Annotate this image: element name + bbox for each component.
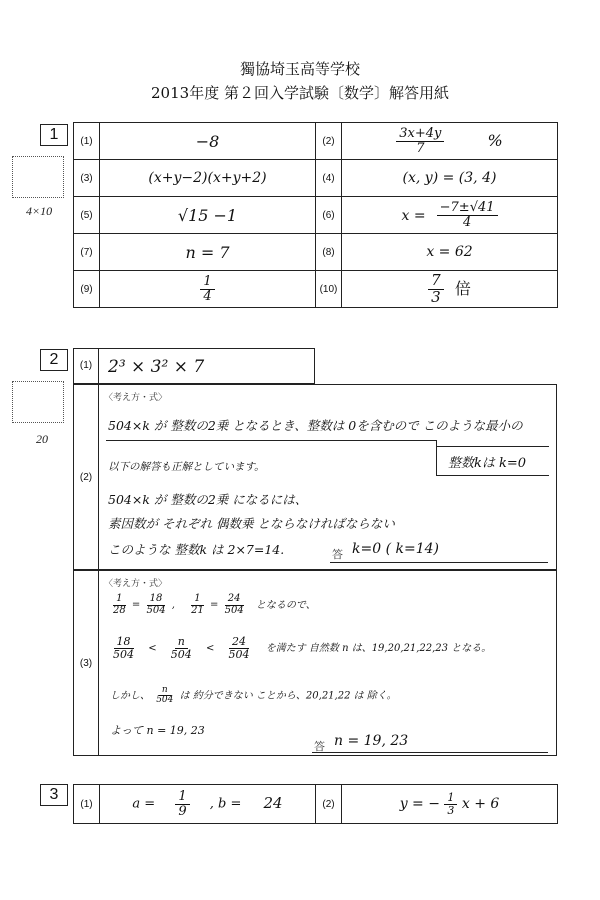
fraction: $\frac{1}{28}$: [113, 593, 126, 616]
q1-1-label: (1): [74, 123, 100, 160]
q2-2-answer: k=0 ( k=14): [352, 541, 439, 557]
q1-2-label: (2): [316, 123, 342, 160]
section-3-table: [73, 784, 558, 824]
q2-3-line2: $\frac{18}{504}$ < $\frac{n}{504}$ < $\frac{24}{504}$ を満たす 自然数 n は、19,20,21,22,23 となる。: [110, 636, 491, 660]
fraction: $\frac{24}{504}$: [228, 635, 250, 661]
fraction: $\frac{n}{504}$: [156, 685, 174, 706]
q3-1-label: (1): [74, 785, 100, 824]
table-row: [74, 271, 558, 308]
q1-8-label: (8): [316, 234, 342, 271]
q2-2-line3: 素因数が それぞれ 偶数乗 とならなければならない: [108, 516, 395, 531]
q1-1-answer: −8: [100, 123, 316, 160]
q2-3-heading: 〈考え方・式〉: [104, 578, 168, 588]
table-row: [74, 785, 558, 824]
school-name: 獨協埼玉高等学校: [239, 60, 360, 78]
fraction: $\frac{18}{504}$: [146, 593, 166, 616]
q1-4-answer: (x, y) = (3, 4): [342, 160, 558, 197]
q1-7-label: (7): [74, 234, 100, 271]
q1-3-label: (3): [74, 160, 100, 197]
table-row: [74, 123, 558, 160]
q2-2-line1: 504×k が 整数の2乗 となるとき、整数は 0を含むので このような最小の: [108, 418, 523, 433]
q3-1-answer: a = $\frac{1}{9}$ , b = 24: [100, 785, 316, 824]
q2-2-heading: 〈考え方・式〉: [104, 392, 168, 402]
q2-1-label: (1): [79, 360, 93, 371]
q2-3-line3: しかし、 $\frac{n}{504}$ は 約分できない ことから、20,21,22 は 除く。: [110, 685, 397, 706]
fraction: $\frac{n}{504}$: [170, 635, 192, 661]
section-1-score-note: 4×10: [26, 204, 53, 218]
section-1-table: [73, 122, 558, 308]
q1-5-answer: √15 −1: [100, 197, 316, 234]
q1-6-label: (6): [316, 197, 342, 234]
fraction: $\frac{1}{21}$: [191, 593, 204, 616]
fraction: $\frac{3x+4y}{7}$: [396, 127, 444, 155]
fraction: $\frac{-7\pm√41}{4}$: [437, 201, 498, 229]
fraction: $\frac{1}{3}$: [444, 792, 457, 816]
section-1-number: 1: [40, 124, 68, 146]
q2-3-label: (3): [79, 658, 93, 669]
q1-3-answer: (x+y−2)(x+y+2): [100, 160, 316, 197]
section-2-score-box: [12, 381, 64, 423]
q2-3-answer: n = 19, 23: [334, 733, 409, 749]
table-row: [74, 160, 558, 197]
q1-9-label: (9): [74, 271, 100, 308]
q1-8-answer: x = 62: [342, 234, 558, 271]
q1-2-answer: $\frac{3x+4y}{7}$ %: [342, 123, 558, 160]
q2-3-line1: $\frac{1}{28}$ = $\frac{18}{504}$ , $\frac{1}{21}$ = $\frac{24}{504}$ となるので、: [110, 594, 316, 616]
q1-4-label: (4): [316, 160, 342, 197]
sheet-title: 2013年度 第２回入学試験〔数学〕解答用紙: [151, 84, 449, 102]
table-row: [74, 197, 558, 234]
fraction: $\frac{18}{504}$: [113, 635, 134, 661]
q2-2-line4: このような 整数k は 2×7=14.: [108, 542, 285, 557]
fraction: $\frac{1}{9}$: [175, 790, 189, 818]
section-1-score-box: [12, 156, 64, 198]
q1-6-answer: x = $\frac{-7\pm√41}{4}$: [342, 197, 558, 234]
q1-7-answer: n = 7: [100, 234, 316, 271]
section-2-score-note: 20: [36, 432, 48, 446]
q2-2-line2: 504×k が 整数の2乗 になるには、: [108, 492, 308, 507]
q3-2-answer: y = − $\frac{1}{3}$ x + 6: [342, 785, 558, 824]
q1-5-label: (5): [74, 197, 100, 234]
q2-2-boxed-answer: 整数kは k=0: [448, 456, 527, 471]
q1-10-answer: $\frac{7}{3}$ 倍: [342, 271, 558, 308]
fraction: $\frac{1}{4}$: [200, 275, 214, 303]
table-row: [74, 234, 558, 271]
q2-2-note: 以下の解答も正解としています。: [108, 461, 265, 473]
q2-3-answer-label: 答: [314, 741, 325, 753]
q2-2-label: (2): [79, 472, 93, 483]
fraction: $\frac{24}{504}$: [224, 593, 244, 616]
q1-9-answer: [100, 271, 316, 308]
q2-1-answer: 2³ × 3² × 7: [108, 357, 205, 377]
q1-10-label: (10): [316, 271, 342, 308]
q2-3-line4: よって n = 19, 23: [110, 724, 205, 737]
section-2-number: 2: [40, 349, 68, 371]
q2-2-answer-label: 答: [332, 549, 343, 561]
fraction: $\frac{7}{3}$: [428, 273, 444, 306]
section-3-number: 3: [40, 784, 68, 806]
q3-2-label: (2): [316, 785, 342, 824]
